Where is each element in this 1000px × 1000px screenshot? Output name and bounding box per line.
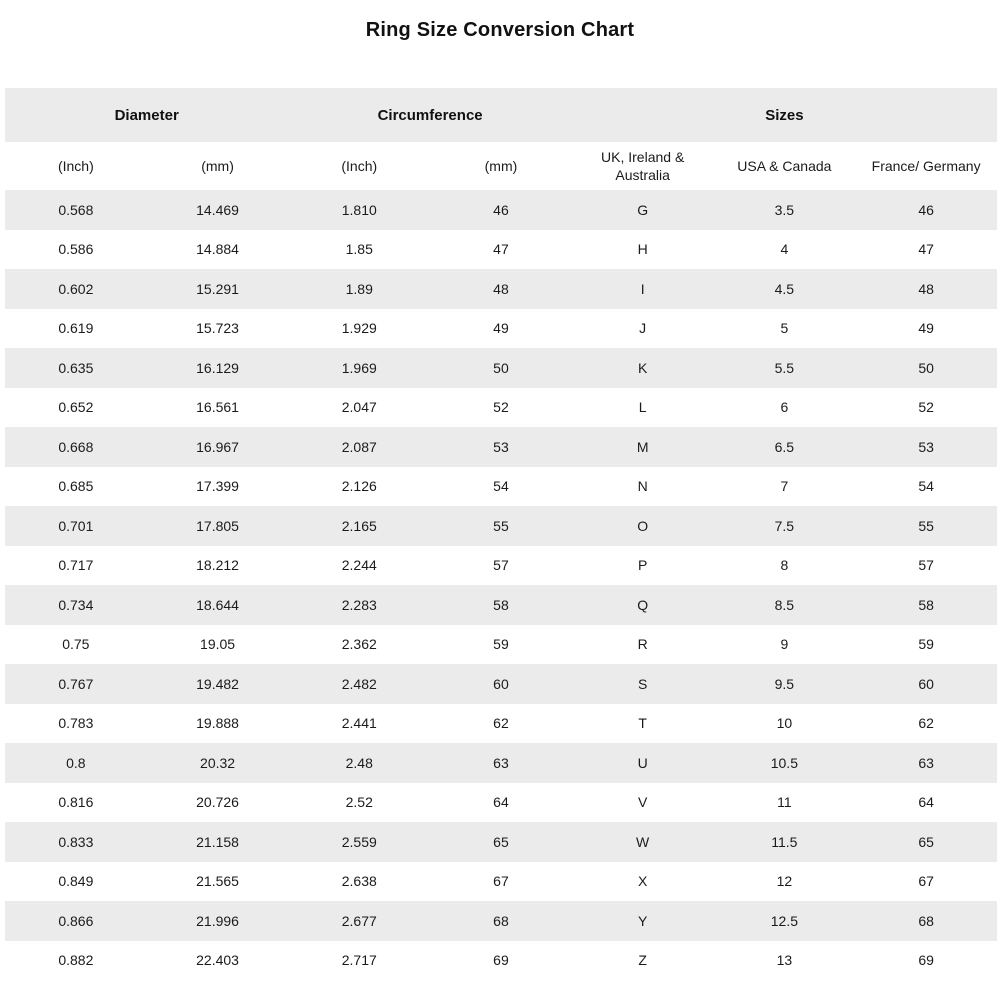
table-cell: N (637, 478, 648, 495)
table-cell: 10 (776, 715, 793, 732)
table-cell: 55 (493, 517, 509, 534)
table-cell: 59 (918, 636, 934, 653)
table-cell: 2.677 (341, 912, 377, 929)
table-cell: K (637, 359, 648, 376)
table-cell: 1.969 (341, 359, 377, 376)
table-cell: 8 (780, 557, 789, 574)
table-cell: 0.586 (58, 241, 94, 258)
table-cell: R (637, 636, 648, 653)
column-header-uk-ireland-australia: UK, Ireland & Australia (601, 148, 685, 183)
column-group-sizes: Sizes (765, 106, 804, 124)
table-cell: 49 (493, 320, 509, 337)
table-cell: 2.441 (341, 715, 377, 732)
table-cell: 57 (918, 557, 934, 574)
table-row (5, 743, 997, 783)
ring-size-conversion-table (5, 88, 997, 980)
table-row (5, 190, 997, 230)
table-cell: 3.5 (774, 201, 795, 218)
table-cell: 0.635 (58, 359, 94, 376)
table-cell: 18.644 (196, 596, 239, 613)
table-row (5, 230, 997, 270)
column-header-row (5, 142, 997, 190)
table-cell: L (638, 399, 647, 416)
column-group-circumference: Circumference (377, 106, 483, 124)
column-header-diameter-inch: (Inch) (57, 157, 94, 174)
table-cell: 21.996 (196, 912, 239, 929)
table-cell: 7 (780, 478, 789, 495)
table-cell: 50 (918, 359, 934, 376)
table-cell: 4 (780, 241, 789, 258)
table-cell: 12.5 (770, 912, 798, 929)
table-cell: I (640, 280, 645, 297)
table-cell: 2.559 (341, 833, 377, 850)
table-cell: 69 (918, 952, 934, 969)
table-cell: 15.723 (196, 320, 239, 337)
table-cell: 0.849 (58, 873, 94, 890)
table-cell: 0.833 (58, 833, 94, 850)
table-cell: X (637, 873, 648, 890)
table-cell: Z (638, 952, 647, 969)
column-header-usa-canada: USA & Canada (737, 157, 832, 174)
table-cell: 46 (493, 201, 509, 218)
table-cell: 10.5 (770, 754, 798, 771)
table-cell: 47 (918, 241, 934, 258)
column-group-diameter: Diameter (114, 106, 179, 124)
table-cell: 0.783 (58, 715, 94, 732)
table-cell: 52 (918, 399, 934, 416)
table-cell: 1.929 (341, 320, 377, 337)
table-cell: M (636, 438, 649, 455)
table-cell: 11 (777, 794, 792, 811)
table-cell: 65 (918, 833, 934, 850)
table-cell: 0.882 (58, 952, 94, 969)
table-cell: 53 (493, 438, 509, 455)
table-cell: 2.244 (341, 557, 377, 574)
table-cell: 19.05 (200, 636, 236, 653)
table-cell: 7.5 (774, 517, 795, 534)
table-row (5, 783, 997, 823)
table-row (5, 269, 997, 309)
table-cell: 64 (493, 794, 509, 811)
table-cell: 1.89 (345, 280, 373, 297)
table-cell: 0.685 (58, 478, 94, 495)
table-cell: 4.5 (774, 280, 795, 297)
table-cell: 2.48 (345, 754, 373, 771)
table-cell: 67 (918, 873, 934, 890)
table-cell: 0.668 (58, 438, 94, 455)
table-cell: 59 (493, 636, 509, 653)
table-cell: 0.767 (58, 675, 94, 692)
table-cell: 67 (493, 873, 509, 890)
table-row (5, 664, 997, 704)
table-cell: 47 (493, 241, 509, 258)
table-cell: 60 (918, 675, 934, 692)
table-cell: 16.561 (196, 399, 239, 416)
table-cell: 63 (493, 754, 509, 771)
table-cell: 2.087 (341, 438, 377, 455)
table-row (5, 506, 997, 546)
table-cell: 8.5 (774, 596, 795, 613)
table-cell: 53 (918, 438, 934, 455)
table-cell: 9.5 (774, 675, 795, 692)
table-cell: Q (637, 596, 649, 613)
table-cell: 14.469 (196, 201, 239, 218)
table-cell: 0.866 (58, 912, 94, 929)
table-cell: 22.403 (196, 952, 239, 969)
table-cell: 2.047 (341, 399, 377, 416)
table-row (5, 348, 997, 388)
table-cell: 9 (780, 636, 789, 653)
table-cell: U (637, 754, 648, 771)
table-cell: 5 (780, 320, 789, 337)
table-cell: 2.482 (341, 675, 377, 692)
table-cell: 0.652 (58, 399, 94, 416)
column-header-circumference-mm: (mm) (484, 157, 518, 174)
table-cell: 2.165 (341, 517, 377, 534)
table-cell: 2.362 (341, 636, 377, 653)
table-row (5, 388, 997, 428)
table-row (5, 625, 997, 665)
table-cell: 0.75 (62, 636, 90, 653)
table-row (5, 704, 997, 744)
table-cell: 46 (918, 201, 934, 218)
column-header-france-germany: France/ Germany (871, 157, 981, 174)
table-cell: 62 (493, 715, 509, 732)
table-row (5, 941, 997, 981)
table-row (5, 862, 997, 902)
table-cell: 55 (918, 517, 934, 534)
table-cell: 15.291 (196, 280, 239, 297)
table-cell: 0.568 (58, 201, 94, 218)
table-cell: 52 (493, 399, 509, 416)
table-cell: 5.5 (774, 359, 795, 376)
table-cell: 64 (918, 794, 934, 811)
table-cell: 2.52 (345, 794, 373, 811)
table-cell: 68 (918, 912, 934, 929)
table-cell: 50 (493, 359, 509, 376)
table-cell: 19.888 (196, 715, 239, 732)
table-cell: P (637, 557, 648, 574)
table-cell: S (637, 675, 648, 692)
table-cell: 68 (493, 912, 509, 929)
table-cell: 6.5 (774, 438, 795, 455)
table-cell: 17.805 (196, 517, 239, 534)
table-cell: T (638, 715, 647, 732)
table-cell: W (636, 833, 650, 850)
column-header-diameter-mm: (mm) (201, 157, 234, 174)
table-cell: 62 (918, 715, 934, 732)
table-cell: O (637, 517, 649, 534)
table-row (5, 546, 997, 586)
table-cell: V (637, 794, 648, 811)
table-cell: 18.212 (196, 557, 239, 574)
table-cell: 63 (918, 754, 934, 771)
table-cell: G (637, 201, 649, 218)
page-title: Ring Size Conversion Chart (365, 19, 635, 41)
table-row (5, 467, 997, 507)
table-cell: 0.8 (66, 754, 86, 771)
table-cell: 69 (493, 952, 509, 969)
table-row (5, 427, 997, 467)
table-cell: 2.126 (341, 478, 377, 495)
table-cell: 2.638 (341, 873, 377, 890)
table-cell: 16.967 (196, 438, 239, 455)
table-cell: 11.5 (771, 833, 798, 850)
table-cell: 20.32 (200, 754, 236, 771)
column-group-header-row (5, 88, 997, 142)
table-cell: 2.283 (341, 596, 377, 613)
column-header-circumference-inch: (Inch) (341, 157, 378, 174)
table-cell: 48 (918, 280, 934, 297)
table-cell: 54 (918, 478, 934, 495)
table-row (5, 309, 997, 349)
table-cell: 0.816 (58, 794, 94, 811)
table-cell: Y (637, 912, 648, 929)
table-cell: 58 (918, 596, 934, 613)
table-cell: 57 (493, 557, 509, 574)
table-cell: 65 (493, 833, 509, 850)
table-row (5, 585, 997, 625)
table-cell: H (637, 241, 648, 258)
table-body (5, 190, 997, 980)
table-cell: 48 (493, 280, 509, 297)
table-cell: 0.701 (58, 517, 94, 534)
table-cell: 60 (493, 675, 509, 692)
table-cell: 2.717 (341, 952, 377, 969)
table-cell: 21.565 (196, 873, 239, 890)
table-cell: 16.129 (196, 359, 239, 376)
table-cell: 19.482 (196, 675, 239, 692)
table-cell: 12 (776, 873, 793, 890)
table-cell: 0.602 (58, 280, 94, 297)
table-cell: 0.734 (58, 596, 94, 613)
table-cell: 0.717 (58, 557, 94, 574)
table-cell: 0.619 (58, 320, 94, 337)
table-cell: 49 (918, 320, 934, 337)
table-cell: J (639, 320, 647, 337)
table-row (5, 822, 997, 862)
table-cell: 1.810 (341, 201, 377, 218)
table-cell: 21.158 (196, 833, 239, 850)
table-cell: 14.884 (196, 241, 239, 258)
table-cell: 17.399 (196, 478, 239, 495)
table-cell: 1.85 (345, 241, 373, 258)
table-cell: 58 (493, 596, 509, 613)
table-cell: 20.726 (196, 794, 239, 811)
table-cell: 54 (493, 478, 509, 495)
table-cell: 13 (776, 952, 793, 969)
table-cell: 6 (780, 399, 789, 416)
table-row (5, 901, 997, 941)
